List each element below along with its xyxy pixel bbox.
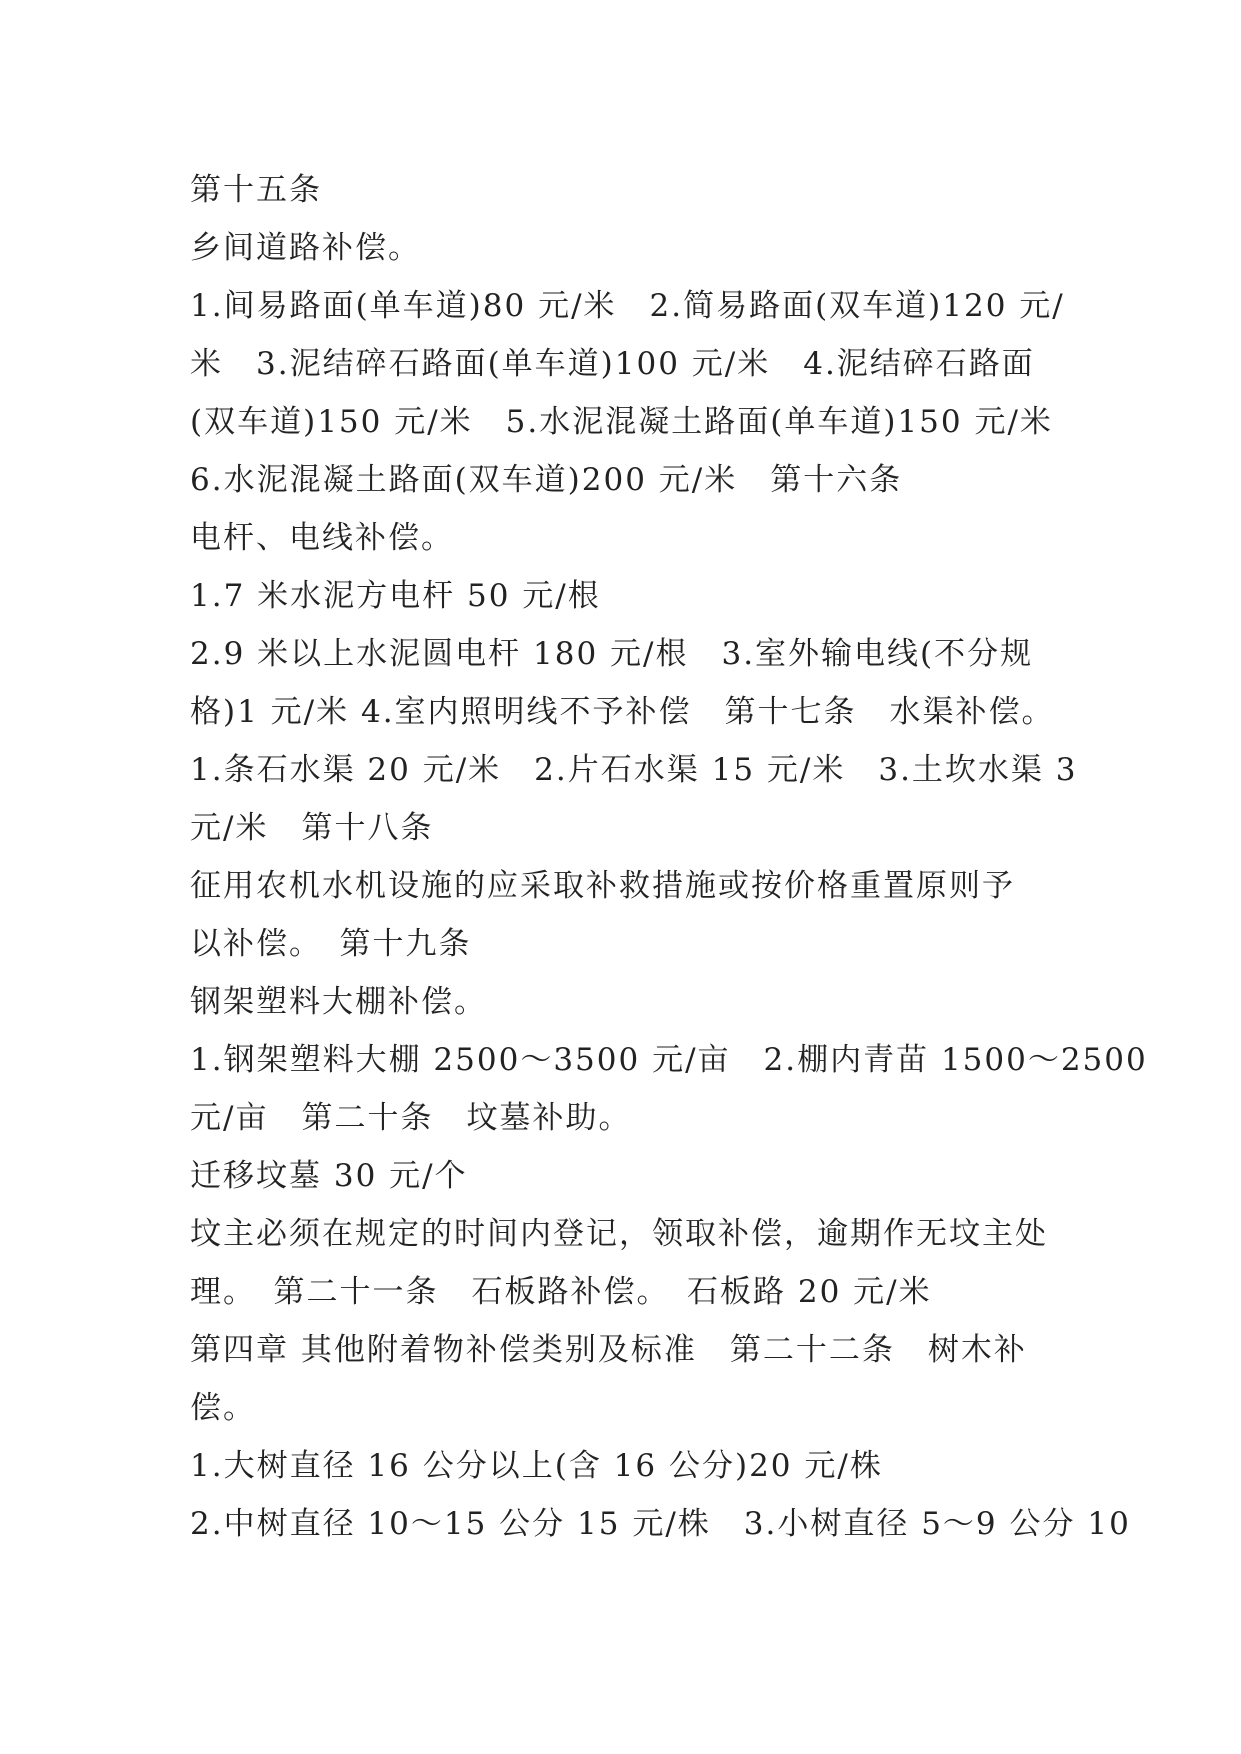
body-line: (双车道)150 元/米 5.水泥混凝土路面(单车道)150 元/米 xyxy=(190,404,1053,440)
document-body xyxy=(190,161,1148,1553)
body-line: 2.9 米以上水泥圆电杆 180 元/根 3.室外输电线(不分规 xyxy=(190,636,1034,672)
body-line: 征用农机水机设施的应采取补救措施或按价格重置原则予 xyxy=(190,868,1015,904)
body-line: 2.中树直径 10～15 公分 15 元/株 3.小树直径 5～9 公分 10 xyxy=(190,1506,1131,1542)
body-line: 理。 第二十一条 石板路补偿。 石板路 20 元/米 xyxy=(190,1274,932,1310)
body-line: 1.间易路面(单车道)80 元/米 2.简易路面(双车道)120 元/ xyxy=(190,288,1065,324)
article-heading-15: 第十五条 xyxy=(190,172,322,208)
chapter-heading-line: 第四章 其他附着物补偿类别及标准 第二十二条 树木补 xyxy=(190,1332,1027,1368)
body-line: 6.水泥混凝土路面(双车道)200 元/米 第十六条 xyxy=(190,462,903,498)
body-line: 1.7 米水泥方电杆 50 元/根 xyxy=(190,578,601,614)
body-line: 1.条石水渠 20 元/米 2.片石水渠 15 元/米 3.土坎水渠 3 xyxy=(190,752,1078,788)
body-line: 乡间道路补偿。 xyxy=(190,230,421,266)
body-line: 元/亩 第二十条 坟墓补助。 xyxy=(190,1100,632,1136)
body-line: 1.钢架塑料大棚 2500～3500 元/亩 2.棚内青苗 1500～2500 xyxy=(190,1042,1148,1078)
body-line: 以补偿。 第十九条 xyxy=(190,926,472,962)
body-line: 偿。 xyxy=(190,1390,256,1426)
body-line: 元/米 第十八条 xyxy=(190,810,434,846)
body-line: 坟主必须在规定的时间内登记，领取补偿，逾期作无坟主处 xyxy=(190,1216,1048,1252)
body-line: 格)1 元/米 4.室内照明线不予补偿 第十七条 水渠补偿。 xyxy=(190,694,1055,730)
body-line: 钢架塑料大棚补偿。 xyxy=(190,984,487,1020)
body-line: 电杆、电线补偿。 xyxy=(190,520,454,556)
body-line: 1.大树直径 16 公分以上(含 16 公分)20 元/株 xyxy=(190,1448,883,1484)
body-line: 迁移坟墓 30 元/个 xyxy=(190,1158,468,1194)
body-line: 米 3.泥结碎石路面(单车道)100 元/米 4.泥结碎石路面 xyxy=(190,346,1035,382)
